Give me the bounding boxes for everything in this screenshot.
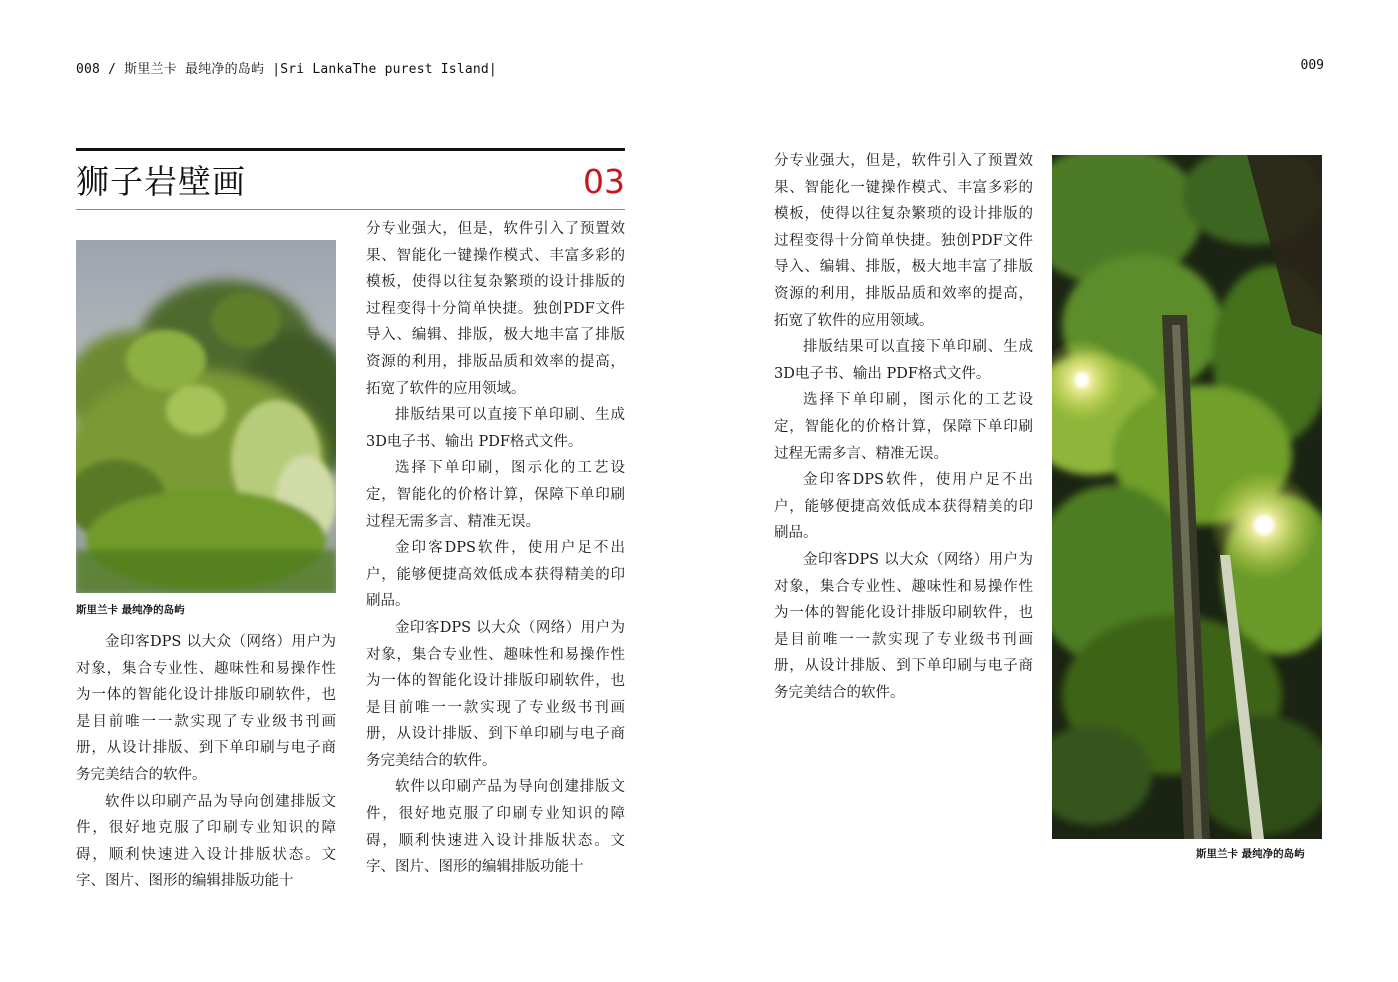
paragraph: 选择下单印刷，图示化的工艺设定，智能化的价格计算，保障下单印刷过程无需多言、精准无误。 (366, 460, 625, 530)
page-number-right: 009 (1300, 58, 1324, 73)
text-column-3 (774, 148, 1033, 706)
paragraph: 软件以印刷产品为导向创建排版文件，很好地克服了印刷专业知识的障碍，顺利快速进入设计排版状态。文字、图片、图形的编辑排版功能十 (366, 779, 625, 876)
section-title: 狮子岩壁画 (76, 162, 246, 201)
left-photo-caption: 斯里兰卡 最纯净的岛屿 (76, 604, 185, 616)
paragraph: 金印客DPS 以大众（网络）用户为对象，集合专业性、趣味性和易操作性为一体的智能化设计排版印刷软件，也是目前唯一一款实现了专业级书刊画册，从设计排版、到下单印刷与电子商务完美结合的软件。 (774, 551, 1033, 701)
right-photo (1052, 155, 1322, 839)
left-photo (76, 240, 336, 593)
title-rule-top (76, 148, 625, 151)
paragraph: 金印客DPS软件，使用户足不出户，能够便捷高效低成本获得精美的印刷品。 (366, 540, 625, 610)
text-column-2 (366, 216, 625, 881)
paragraph: 金印客DPS 以大众（网络）用户为对象，集合专业性、趣味性和易操作性为一体的智能化设计排版印刷软件，也是目前唯一一款实现了专业级书刊画册，从设计排版、到下单印刷与电子商务完美结合的软件。 (76, 634, 336, 783)
title-rule-bottom (76, 209, 625, 210)
paragraph: 排版结果可以直接下单印刷、生成3D电子书、输出 PDF格式文件。 (774, 339, 1033, 382)
running-header-left: 008 / 斯里兰卡 最纯净的岛屿 |Sri LankaThe purest Island| (76, 62, 497, 77)
greenery-photo-illustration (76, 240, 336, 593)
night-trees-photo-illustration (1052, 155, 1322, 839)
section-number: 03 (583, 162, 625, 201)
paragraph: 排版结果可以直接下单印刷、生成3D电子书、输出 PDF格式文件。 (366, 407, 625, 450)
paragraph: 分专业强大，但是，软件引入了预置效果、智能化一键操作模式、丰富多彩的模板，使得以往复杂繁琐的设计排版的过程变得十分简单快捷。独创PDF文件导入、编辑、排版，极大地丰富了排版资源的利用，排版品质和效率的提高，拓宽了软件的应用领域。 (774, 153, 1033, 329)
paragraph: 金印客DPS软件，使用户足不出户，能够便捷高效低成本获得精美的印刷品。 (774, 472, 1033, 542)
paragraph: 软件以印刷产品为导向创建排版文件，很好地克服了印刷专业知识的障碍，顺利快速进入设计排版状态。文字、图片、图形的编辑排版功能十 (76, 793, 336, 890)
text-column-1 (76, 629, 336, 895)
paragraph: 选择下单印刷，图示化的工艺设定，智能化的价格计算，保障下单印刷过程无需多言、精准无误。 (774, 392, 1033, 462)
right-photo-caption: 斯里兰卡 最纯净的岛屿 (1196, 848, 1305, 860)
paragraph: 金印客DPS 以大众（网络）用户为对象，集合专业性、趣味性和易操作性为一体的智能化设计排版印刷软件，也是目前唯一一款实现了专业级书刊画册，从设计排版、到下单印刷与电子商务完美结合的软件。 (366, 619, 625, 769)
paragraph: 分专业强大，但是，软件引入了预置效果、智能化一键操作模式、丰富多彩的模板，使得以往复杂繁琐的设计排版的过程变得十分简单快捷。独创PDF文件导入、编辑、排版，极大地丰富了排版资源的利用，排版品质和效率的提高，拓宽了软件的应用领域。 (366, 221, 625, 397)
